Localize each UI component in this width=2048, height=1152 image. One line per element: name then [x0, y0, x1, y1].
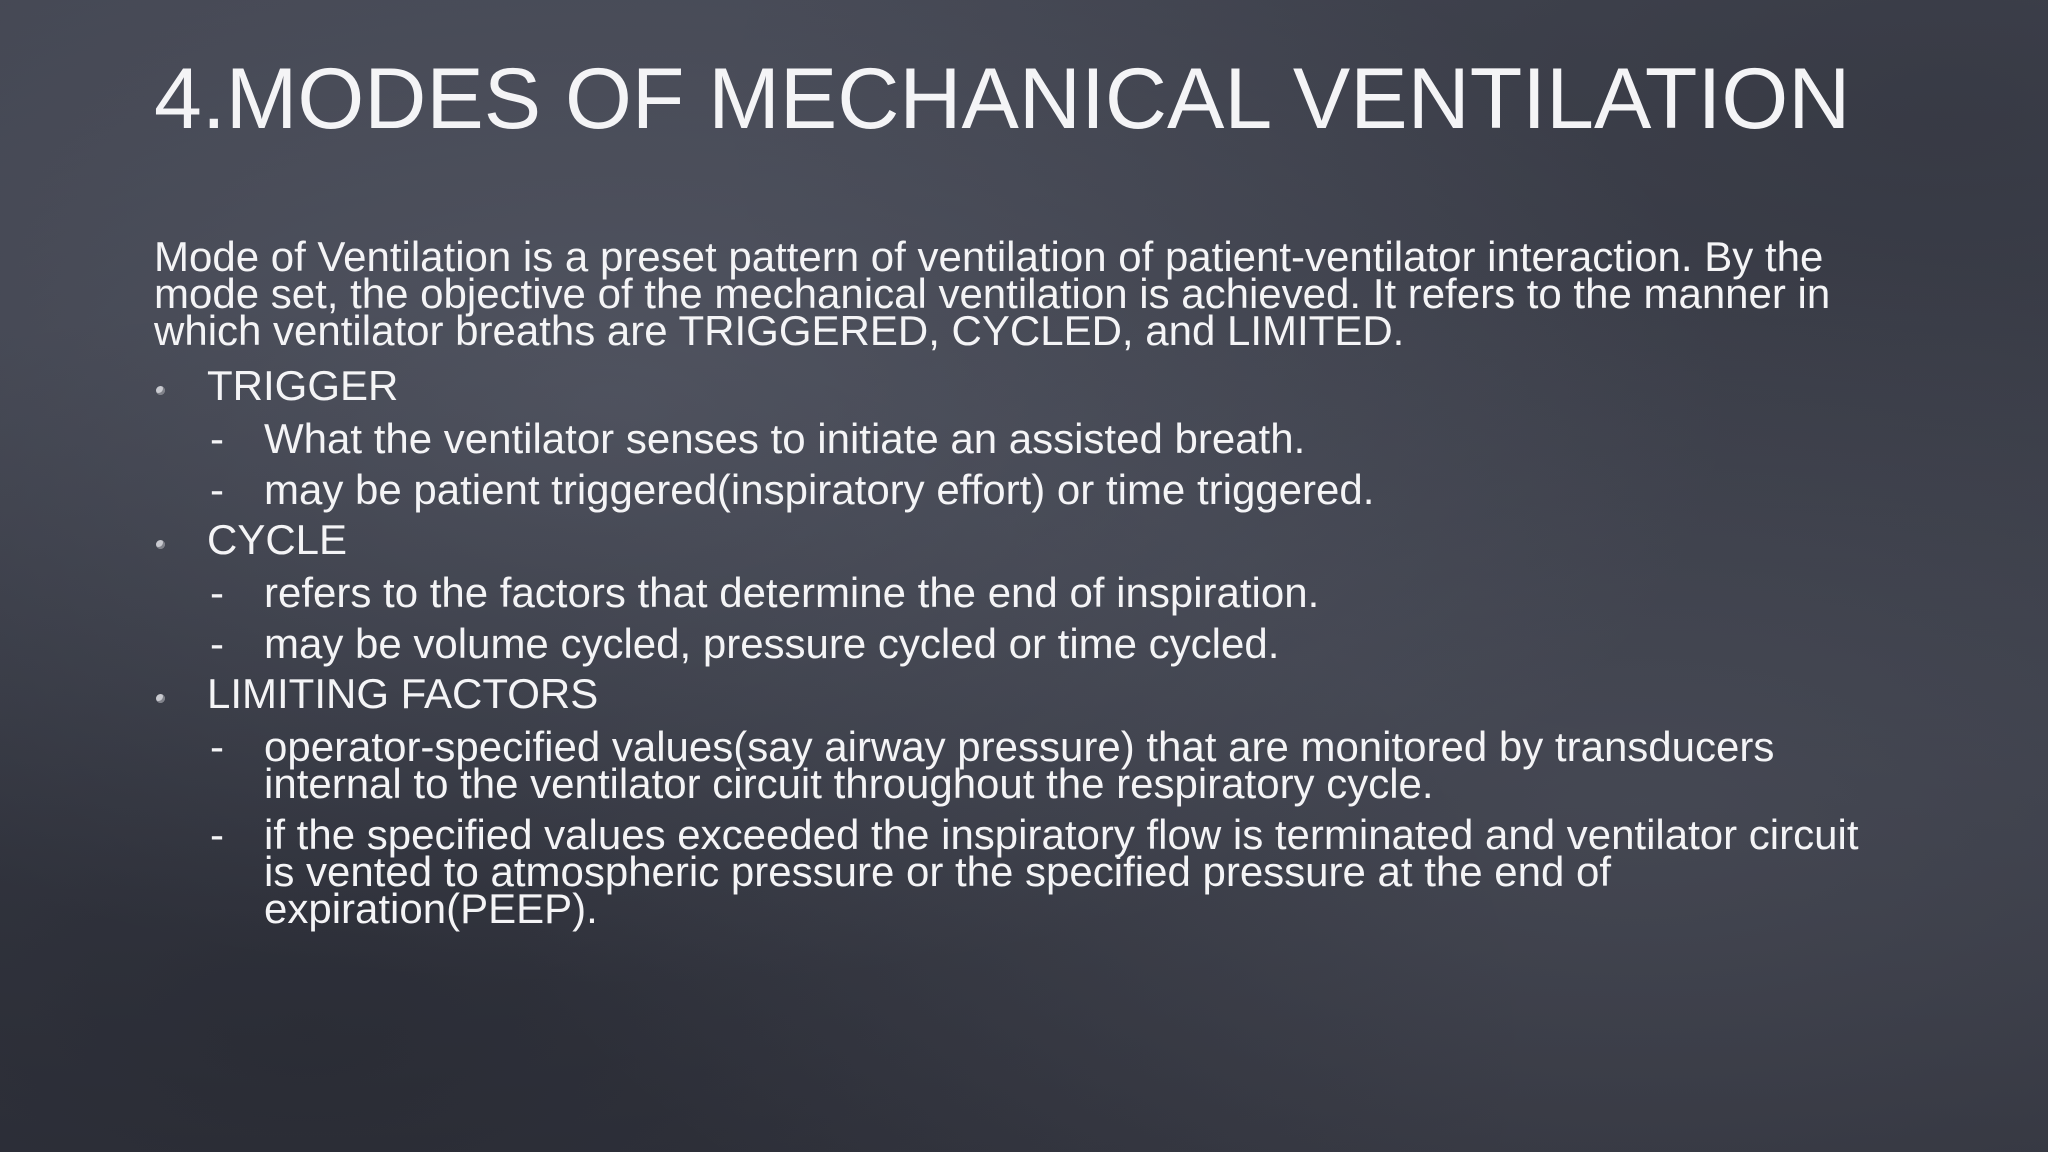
- bullet-heading: TRIGGER: [207, 362, 399, 409]
- bullet-dot-icon: [156, 386, 165, 395]
- sub-item-text: What the ventilator senses to initiate an assisted breath.: [264, 415, 1306, 462]
- dash-marker: -: [210, 723, 224, 770]
- sub-item-text: if the specified values exceeded the inspiratory flow is terminated and ventilator circuit is vented to atmospheric pressure or the specified pressure at the end of expiration(PEEP).: [264, 811, 1859, 932]
- dash-marker: -: [210, 811, 224, 858]
- dash-marker: -: [210, 466, 224, 513]
- sub-item-text: may be volume cycled, pressure cycled or time cycled.: [264, 620, 1280, 667]
- dash-marker: -: [210, 415, 224, 462]
- bullet-dot-icon: [156, 540, 165, 549]
- bullet-heading: LIMITING FACTORS: [207, 670, 599, 717]
- slide-title: 4.MODES OF MECHANICAL VENTILATION: [154, 51, 1851, 147]
- dash-marker: -: [210, 569, 224, 616]
- bullet-dot-icon: [156, 694, 165, 703]
- sub-item-text: refers to the factors that determine the end of inspiration.: [264, 569, 1320, 616]
- intro-paragraph: Mode of Ventilation is a preset pattern of ventilation of patient-ventilator interaction. By the mode set, the objective of the mechanical ventilation is achieved. It refers to the manner in which ventilator breaths are TRIGGERED, CYCLED, and LIMITED.: [154, 233, 1831, 354]
- dash-marker: -: [210, 620, 224, 667]
- sub-item-text: operator-specified values(say airway pressure) that are monitored by transducers internal to the ventilator circuit throughout the respiratory cycle.: [264, 723, 1775, 807]
- sub-item-text: may be patient triggered(inspiratory effort) or time triggered.: [264, 466, 1375, 513]
- bullet-heading: CYCLE: [207, 516, 348, 563]
